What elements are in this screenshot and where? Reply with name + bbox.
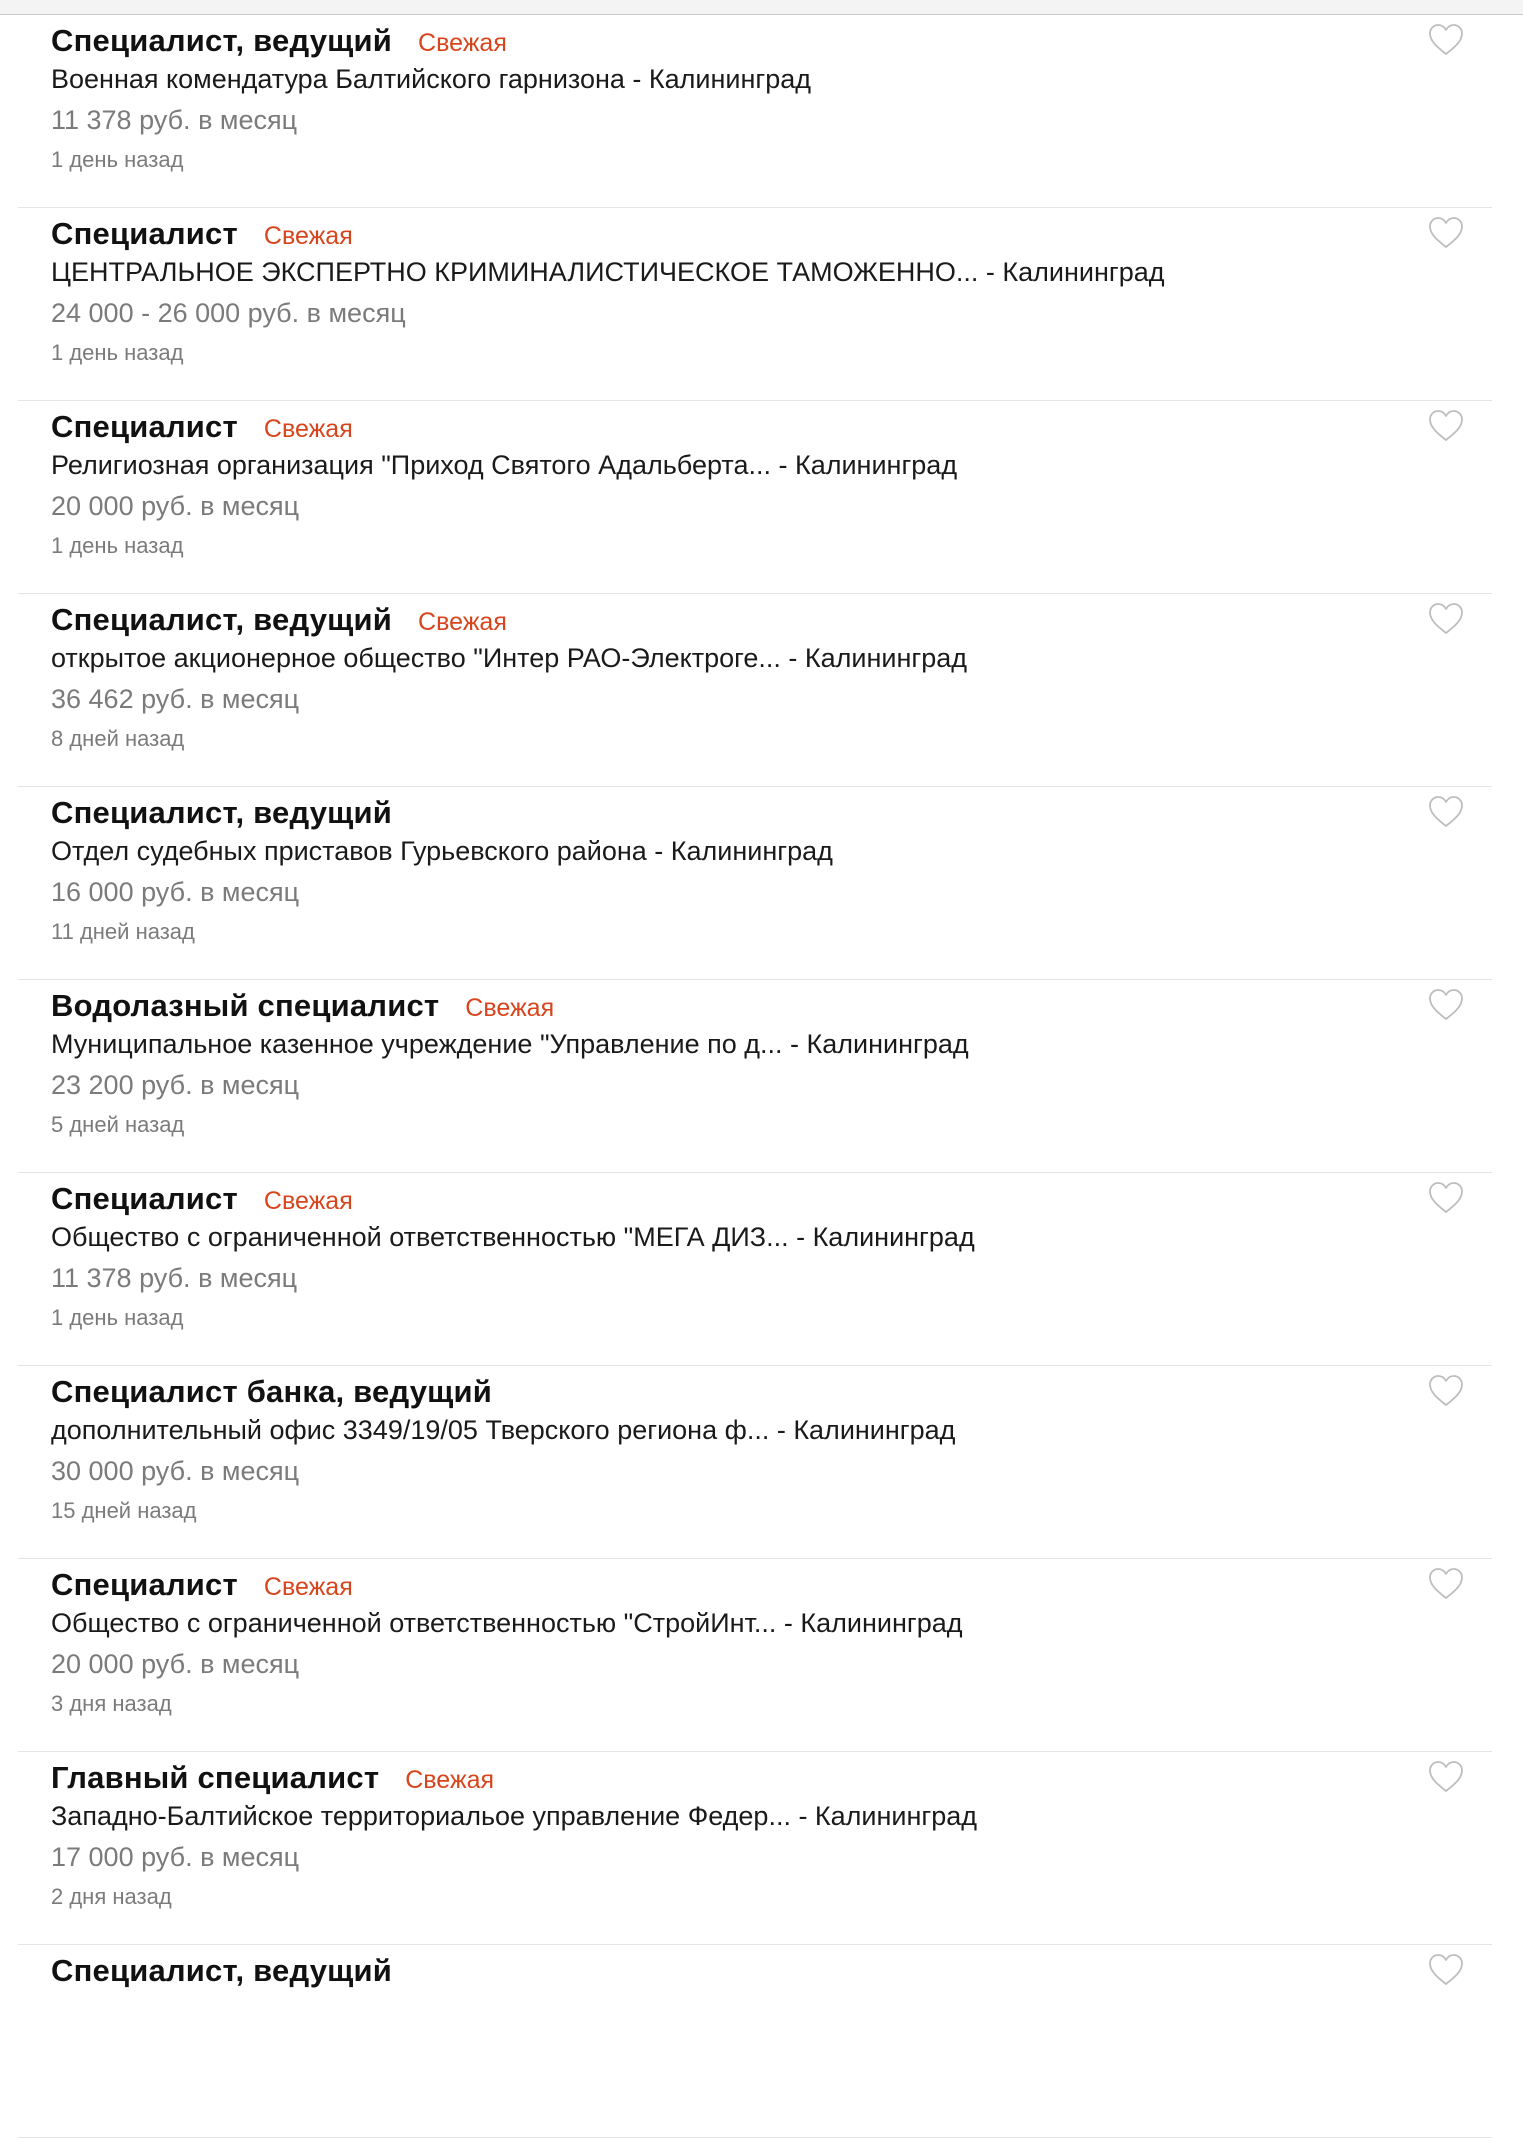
- vacancy-company-location: Западно-Балтийское территориальое управление Федер... - Калининград: [51, 1801, 978, 1831]
- heart-outline-icon[interactable]: [1428, 795, 1464, 829]
- heart-outline-icon-graphic: [1428, 1760, 1464, 1794]
- vacancy-posted-date: 5 дней назад: [51, 1112, 185, 1137]
- heart-outline-icon[interactable]: [1428, 1374, 1464, 1408]
- vacancy-title-row: [51, 793, 392, 839]
- vacancy-salary: 30 000 руб. в месяц: [51, 1456, 300, 1486]
- vacancy-title-row: [51, 214, 353, 260]
- vacancy-title[interactable]: Специалист: [51, 409, 238, 444]
- vacancy-title[interactable]: Специалист: [51, 1567, 238, 1602]
- fresh-badge: Свежая: [465, 994, 555, 1022]
- vacancy-posted-date: 1 день назад: [51, 340, 184, 365]
- vacancy-list-item[interactable]: [18, 1559, 1492, 1752]
- vacancy-title[interactable]: Специалист: [51, 216, 238, 251]
- vacancy-posted-date: 15 дней назад: [51, 1498, 197, 1523]
- vacancy-company-location: Общество с ограниченной ответственностью "МЕГА ДИЗ... - Калининград: [51, 1222, 975, 1252]
- vacancy-salary: 20 000 руб. в месяц: [51, 491, 300, 521]
- heart-outline-icon-graphic: [1428, 602, 1464, 636]
- fresh-badge: Свежая: [263, 1187, 353, 1215]
- vacancy-company-location: Военная комендатура Балтийского гарнизона - Калининград: [51, 64, 812, 94]
- vacancy-title-row: [51, 21, 507, 67]
- vacancy-list-item[interactable]: [18, 980, 1492, 1173]
- vacancy-title[interactable]: Специалист, ведущий: [51, 1953, 393, 1988]
- vacancy-company-location: Общество с ограниченной ответственностью "СтройИнт... - Калининград: [51, 1608, 963, 1638]
- vacancy-posted-date: 1 день назад: [51, 147, 184, 172]
- vacancy-list-item[interactable]: [18, 208, 1492, 401]
- vacancy-title-row: [51, 407, 353, 453]
- heart-outline-icon-graphic: [1428, 988, 1464, 1022]
- heart-outline-icon-graphic: [1428, 1374, 1464, 1408]
- vacancy-title[interactable]: Главный специалист: [51, 1760, 380, 1795]
- vacancy-posted-date: 1 день назад: [51, 1305, 184, 1330]
- vacancy-salary: 17 000 руб. в месяц: [51, 1842, 300, 1872]
- vacancy-list-item[interactable]: [18, 1945, 1492, 2138]
- fresh-badge: Свежая: [418, 608, 507, 636]
- vacancy-company-location: дополнительный офис 3349/19/05 Тверского региона ф... - Калининград: [51, 1415, 956, 1445]
- vacancy-salary: 11 378 руб. в месяц: [51, 105, 298, 135]
- vacancy-list-item[interactable]: [18, 787, 1492, 980]
- fresh-badge: Свежая: [418, 29, 507, 57]
- heart-outline-icon[interactable]: [1428, 23, 1464, 57]
- vacancy-list-item[interactable]: [18, 594, 1492, 787]
- heart-outline-icon-graphic: [1428, 1181, 1464, 1215]
- vacancy-salary: 36 462 руб. в месяц: [51, 684, 300, 714]
- vacancy-posted-date: 3 дня назад: [51, 1691, 172, 1716]
- vacancy-list: [18, 15, 1492, 2138]
- heart-outline-icon[interactable]: [1428, 1760, 1464, 1794]
- top-toolbar-edge: [0, 0, 1523, 15]
- fresh-badge: Свежая: [405, 1766, 495, 1794]
- heart-outline-icon-graphic: [1428, 1567, 1464, 1601]
- vacancy-title[interactable]: Специалист банка, ведущий: [51, 1374, 493, 1409]
- heart-outline-icon-graphic: [1428, 216, 1464, 250]
- heart-outline-icon[interactable]: [1428, 988, 1464, 1022]
- vacancy-company-location: Религиозная организация "Приход Святого Адальберта... - Калининград: [51, 450, 958, 480]
- vacancy-list-item[interactable]: [18, 401, 1492, 594]
- heart-outline-icon[interactable]: [1428, 1181, 1464, 1215]
- vacancy-list-item[interactable]: [18, 1752, 1492, 1945]
- vacancy-company-location: Отдел судебных приставов Гурьевского района - Калининград: [51, 836, 833, 866]
- vacancy-posted-date: 2 дня назад: [51, 1884, 172, 1909]
- vacancy-title-row: [51, 1758, 494, 1804]
- fresh-badge: Свежая: [263, 415, 353, 443]
- vacancy-title-row: [51, 600, 507, 646]
- heart-outline-icon[interactable]: [1428, 1567, 1464, 1601]
- heart-outline-icon-graphic: [1428, 795, 1464, 829]
- vacancy-title[interactable]: Водолазный специалист: [51, 988, 440, 1023]
- heart-outline-icon-graphic: [1428, 23, 1464, 57]
- vacancy-posted-date: 8 дней назад: [51, 726, 185, 751]
- vacancy-company-location: ЦЕНТРАЛЬНОЕ ЭКСПЕРТНО КРИМИНАЛИСТИЧЕСКОЕ ТАМОЖЕННО... - Калининград: [51, 257, 1165, 287]
- vacancy-title[interactable]: Специалист, ведущий: [51, 23, 393, 58]
- vacancy-title[interactable]: Специалист, ведущий: [51, 602, 393, 637]
- heart-outline-icon[interactable]: [1428, 409, 1464, 443]
- vacancy-list-item[interactable]: [18, 1366, 1492, 1559]
- vacancy-salary: 16 000 руб. в месяц: [51, 877, 300, 907]
- vacancy-salary: 11 378 руб. в месяц: [51, 1263, 298, 1293]
- vacancy-title-row: [51, 1179, 353, 1225]
- vacancy-company-location: Муниципальное казенное учреждение "Управление по д... - Калининград: [51, 1029, 969, 1059]
- heart-outline-icon[interactable]: [1428, 216, 1464, 250]
- vacancy-salary: 24 000 - 26 000 руб. в месяц: [51, 298, 406, 328]
- heart-outline-icon-graphic: [1428, 409, 1464, 443]
- vacancy-title-row: [51, 986, 554, 1032]
- vacancy-company-location: открытое акционерное общество "Интер РАО-Электроге... - Калининград: [51, 643, 968, 673]
- vacancy-salary: 20 000 руб. в месяц: [51, 1649, 300, 1679]
- vacancy-title-row: [51, 1565, 353, 1611]
- fresh-badge: Свежая: [263, 1573, 353, 1601]
- vacancy-title[interactable]: Специалист, ведущий: [51, 795, 393, 830]
- vacancy-title-row: [51, 1951, 392, 1997]
- heart-outline-icon[interactable]: [1428, 602, 1464, 636]
- vacancy-title[interactable]: Специалист: [51, 1181, 238, 1216]
- fresh-badge: Свежая: [263, 222, 353, 250]
- vacancy-salary: 23 200 руб. в месяц: [51, 1070, 300, 1100]
- vacancy-title-row: [51, 1372, 492, 1418]
- vacancy-list-item[interactable]: [18, 15, 1492, 208]
- vacancy-posted-date: 11 дней назад: [51, 919, 195, 944]
- vacancy-posted-date: 1 день назад: [51, 533, 184, 558]
- vacancy-list-item[interactable]: [18, 1173, 1492, 1366]
